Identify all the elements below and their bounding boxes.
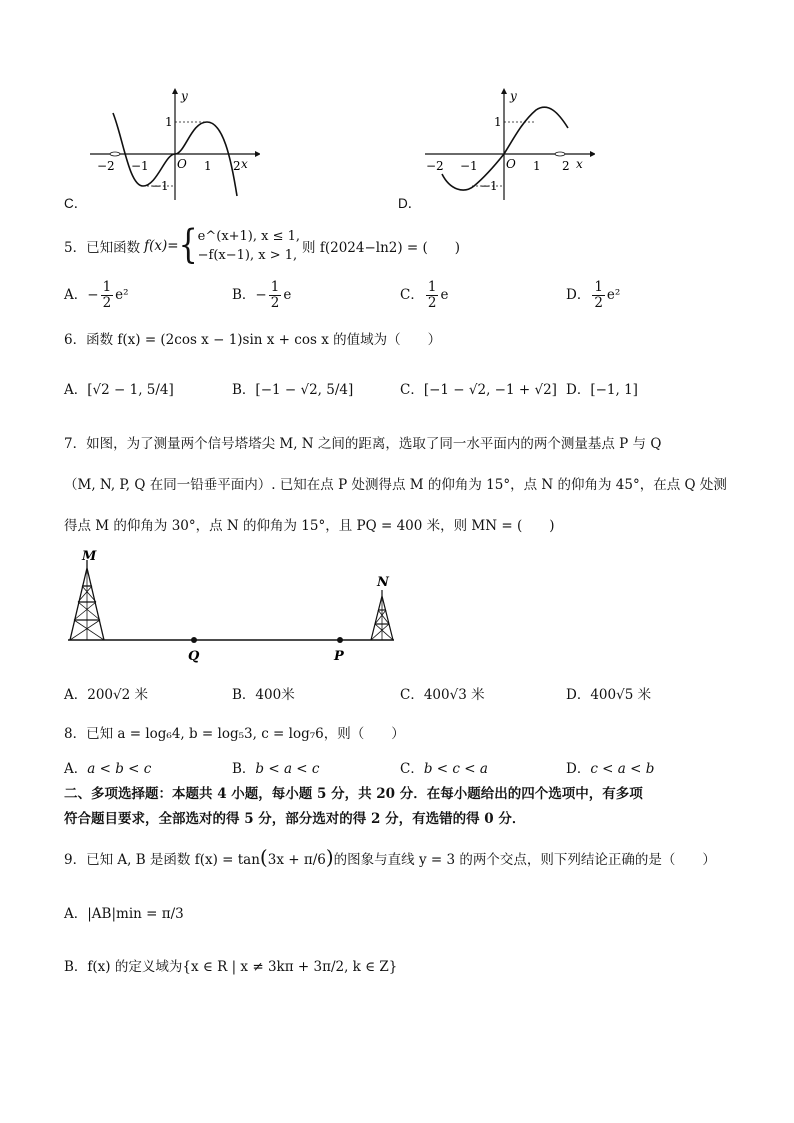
- q6-stem: 6．函数 f(x) = (2cos x − 1)sin x + cos x 的值域为（ ）: [64, 332, 442, 348]
- q5-ask: 则 f(2024−ln2) = ( ): [302, 240, 461, 256]
- q9-option-b: B．f(x) 的定义域为{x ∈ R | x ≠ 3kπ + 3π/2, k ∈ Z}: [64, 959, 398, 975]
- q7-figure: [62, 546, 402, 664]
- graph-c-tick-y: 1: [165, 115, 173, 129]
- graph-c: [85, 88, 260, 203]
- graph-c-tick-x: 2: [233, 159, 241, 173]
- label-n: N: [377, 575, 389, 590]
- q9-option-a: A．|AB|min = π/3: [64, 906, 184, 922]
- tower-n: [371, 590, 393, 640]
- q8-option-d: D．c < a < b: [566, 761, 655, 777]
- q5-option-b: B．− $\frac{1}{2}$ e: [232, 279, 292, 311]
- graph-c-tick-x: 1: [204, 159, 212, 173]
- q7-line2: （M, N, P, Q 在同一铅垂平面内）. 已知在点 P 处测得点 M 的仰角为 15°，点 N 的仰角为 45°，在点 Q 处测: [64, 477, 727, 493]
- q7-option-a: A．200√2 米: [64, 687, 148, 703]
- graph-c-xlabel: x: [241, 157, 248, 171]
- q5-option-d: D． $\frac{1}{2}$ e²: [566, 279, 621, 311]
- graph-d-ylabel: y: [510, 89, 517, 103]
- q6-option-a: A．[√2 − 1, 5/4]: [64, 382, 174, 398]
- graph-c-label: C．: [64, 196, 88, 211]
- q6-option-d: D．[−1, 1]: [566, 382, 638, 398]
- graph-c-tick-y: −1: [151, 179, 169, 193]
- label-m: M: [82, 549, 97, 564]
- section2-line2: 符合题目要求，全部选对的得 5 分，部分选对的得 2 分，有选错的得 0 分．: [64, 811, 526, 827]
- q8-option-a: A．a < b < c: [64, 761, 152, 777]
- graph-c-origin: O: [177, 157, 187, 171]
- graph-c-tick-x: −1: [131, 159, 149, 173]
- q5-prefix: 5．已知函数: [64, 240, 141, 256]
- q5-function: f(x)=: [144, 238, 179, 254]
- q8-stem: 8．已知 a = log₆4, b = log₅3, c = log₇6，则（ ）: [64, 726, 405, 742]
- graph-d-tick-y: −1: [480, 179, 498, 193]
- graph-d: [420, 88, 595, 203]
- q7-option-c: C．400√3 米: [400, 687, 485, 703]
- q5-case1: e^(x+1), x ≤ 1,: [197, 229, 301, 244]
- q7-option-d: D．400√5 米: [566, 687, 652, 703]
- tower-m: [70, 560, 104, 640]
- graph-d-xlabel: x: [576, 157, 583, 171]
- graph-d-tick-x: −1: [460, 159, 478, 173]
- q5-option-c: C． $\frac{1}{2}$ e: [400, 279, 449, 311]
- q8-option-c: C．b < c < a: [400, 761, 488, 777]
- graph-d-tick-y: 1: [494, 115, 502, 129]
- graph-c-ylabel: y: [181, 89, 188, 103]
- graph-d-tick-x: 1: [533, 159, 541, 173]
- q6-option-c: C．[−1 − √2, −1 + √2]: [400, 382, 557, 398]
- q9-stem: 9．已知 A, B 是函数 f(x) = tan(3x + π/6)的图象与直线 y = 3 的两个交点，则下列结论正确的是（ ）: [64, 845, 716, 869]
- q5-stem: [64, 222, 461, 269]
- graph-d-tick-x: 2: [562, 159, 570, 173]
- label-p: P: [334, 649, 344, 664]
- q5-brace: {: [178, 222, 198, 269]
- q6-option-b: B．[−1 − √2, 5/4]: [232, 382, 354, 398]
- q5-option-a: A．− $\frac{1}{2}$ e²: [64, 279, 129, 311]
- q5-case2: −f(x−1), x > 1,: [197, 248, 298, 263]
- q7-option-b: B．400米: [232, 687, 295, 703]
- graph-d-tick-x: −2: [426, 159, 444, 173]
- q8-option-b: B．b < a < c: [232, 761, 320, 777]
- section2-line1: 二、多项选择题：本题共 4 小题，每小题 5 分，共 20 分．在每小题给出的四个选项中，有多项: [64, 786, 643, 802]
- q7-line1: 7．如图，为了测量两个信号塔塔尖 M, N 之间的距离，选取了同一水平面内的两个测量基点 P 与 Q: [64, 436, 662, 452]
- graph-c-tick-x: −2: [97, 159, 115, 173]
- graph-d-label: D．: [398, 196, 422, 211]
- label-q: Q: [188, 649, 200, 664]
- graph-d-origin: O: [506, 157, 516, 171]
- q7-line3: 得点 M 的仰角为 30°，点 N 的仰角为 15°，且 PQ = 400 米，则 MN = ( ): [64, 518, 555, 534]
